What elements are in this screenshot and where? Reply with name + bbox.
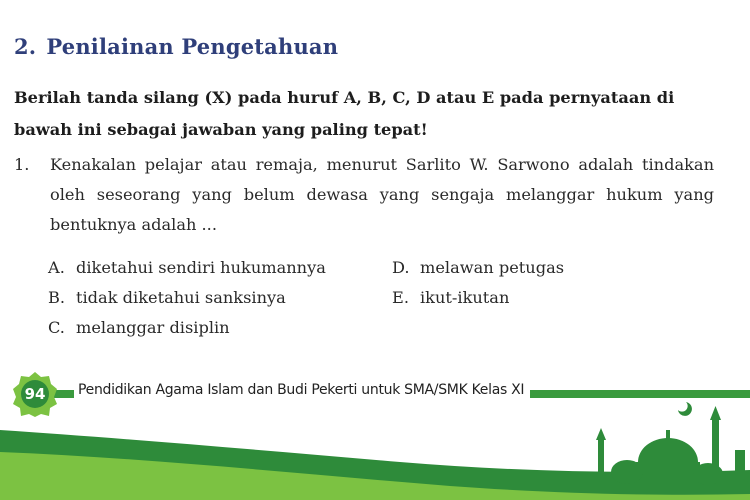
option-text: melanggar disiplin [76,318,230,337]
option-text: diketahui sendiri hukumannya [76,258,326,277]
option-a [48,253,326,283]
page-number: 94 [24,385,46,403]
crescent-icon [678,402,692,416]
section-heading [14,34,338,59]
option-e [392,283,509,313]
option-letter: D. [392,258,410,277]
option-d [392,253,564,283]
book-title: Pendidikan Agama Islam dan Budi Pekerti untuk SMA/SMK Kelas XI [74,382,530,398]
question-number: 1. [14,155,30,174]
option-letter: E. [392,288,409,307]
section-number: 2. [14,34,37,59]
mosque-scenery-illustration [0,400,750,500]
instruction-text: Berilah tanda silang (X) pada huruf A, B, C, D atau E pada pernyataan di bawah ini sebagai jawaban yang paling tepat! [14,88,675,139]
option-text: tidak diketahui sanksinya [76,288,286,307]
option-text: melawan petugas [420,258,565,277]
option-b [48,283,286,313]
option-letter: C. [48,318,65,337]
option-letter: B. [48,288,66,307]
question-text: Kenakalan pelajar atau remaja, menurut Sarlito W. Sarwono adalah tindakan oleh seseorang yang belum dewasa yang sengaja melanggar hukum yang bentuknya adalah ... [50,155,714,234]
option-c [48,313,230,343]
option-letter: A. [48,258,65,277]
question-item [14,150,714,240]
section-title: Penilainan Pengetahuan [46,34,339,59]
option-text: ikut-ikutan [420,288,510,307]
